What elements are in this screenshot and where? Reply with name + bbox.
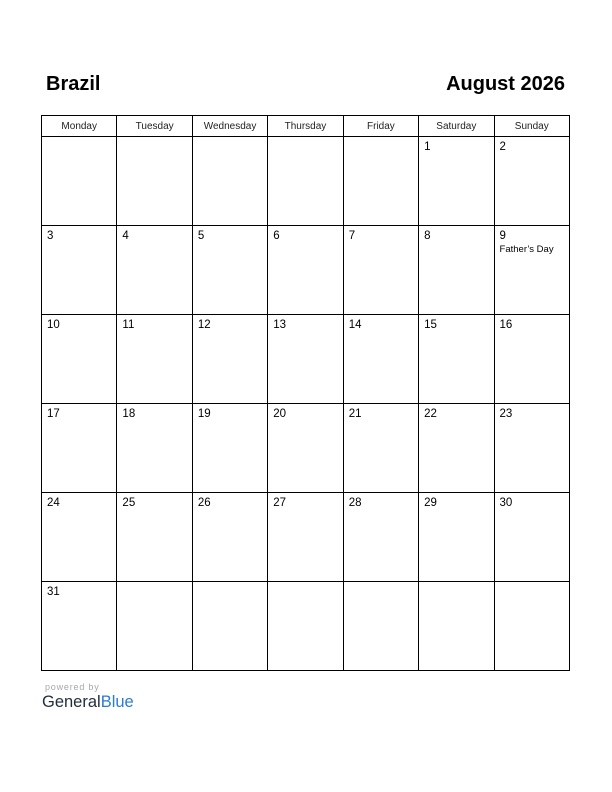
day-number: 15 — [424, 319, 437, 331]
day-number: 6 — [273, 230, 280, 242]
weekday-header: Tuesday — [117, 116, 192, 137]
logo-text-general: General — [42, 693, 101, 711]
day-cell — [268, 582, 343, 671]
day-cell — [117, 226, 192, 315]
weekday-header-row — [42, 116, 570, 137]
holiday-label — [193, 141, 267, 142]
holiday-label — [268, 421, 342, 422]
day-cell — [419, 493, 494, 582]
holiday-label — [193, 510, 267, 511]
holiday-label — [193, 332, 267, 333]
logo-text-blue: Blue — [100, 693, 134, 711]
day-cell — [117, 404, 192, 493]
week-row — [42, 582, 570, 671]
week-row — [42, 137, 570, 226]
day-cell — [42, 404, 117, 493]
day-cell — [117, 137, 192, 226]
holiday-label — [419, 586, 493, 587]
weekday-header: Saturday — [419, 116, 494, 137]
day-cell — [192, 315, 267, 404]
day-cell — [494, 404, 569, 493]
holiday-label — [268, 586, 342, 587]
holiday-label — [495, 510, 569, 511]
day-cell — [494, 315, 569, 404]
day-cell — [494, 226, 569, 315]
weekday-header: Friday — [343, 116, 418, 137]
day-number: 28 — [348, 497, 362, 509]
day-number: 5 — [197, 230, 205, 242]
week-row — [42, 493, 570, 582]
day-cell — [192, 582, 267, 671]
day-cell — [343, 315, 418, 404]
holiday-label — [268, 141, 342, 142]
day-cell — [117, 315, 192, 404]
day-cell — [268, 137, 343, 226]
holiday-label — [419, 421, 493, 422]
holiday-label — [344, 243, 418, 244]
day-number: 12 — [197, 319, 211, 331]
day-cell — [268, 493, 343, 582]
day-cell — [343, 404, 418, 493]
day-number: 4 — [122, 230, 129, 242]
day-cell — [42, 137, 117, 226]
day-number: 10 — [47, 319, 60, 331]
day-number: 31 — [47, 586, 60, 598]
day-cell — [494, 493, 569, 582]
holiday-label — [344, 141, 418, 142]
holiday-label — [495, 154, 569, 155]
day-number: 25 — [122, 497, 136, 509]
day-cell — [192, 226, 267, 315]
day-number: 24 — [47, 497, 60, 509]
day-number: 13 — [273, 319, 287, 331]
day-cell — [192, 404, 267, 493]
day-number: 19 — [197, 408, 211, 420]
day-number: 14 — [348, 319, 362, 331]
calendar-grid — [41, 115, 570, 671]
holiday-label — [344, 510, 418, 511]
day-cell — [117, 582, 192, 671]
holiday-label — [419, 243, 493, 244]
day-cell — [494, 137, 569, 226]
day-number: 23 — [499, 408, 513, 420]
holiday-label — [344, 586, 418, 587]
day-cell — [419, 315, 494, 404]
month-title: August 2026 — [446, 73, 565, 95]
day-number: 17 — [47, 408, 60, 420]
day-number: 22 — [424, 408, 437, 420]
holiday-label: Father’s Day — [499, 244, 554, 255]
weekday-header: Sunday — [494, 116, 569, 137]
holiday-label — [117, 421, 191, 422]
day-cell — [419, 226, 494, 315]
holiday-label — [268, 510, 342, 511]
weekday-header: Wednesday — [192, 116, 267, 137]
holiday-label — [419, 510, 493, 511]
holiday-label — [344, 332, 418, 333]
week-row — [42, 226, 570, 315]
holiday-label — [268, 243, 342, 244]
holiday-label — [42, 599, 116, 600]
day-cell — [494, 582, 569, 671]
day-cell — [192, 493, 267, 582]
holiday-label — [117, 243, 191, 244]
day-cell — [42, 493, 117, 582]
holiday-label — [268, 332, 342, 333]
holiday-label — [495, 332, 569, 333]
day-number: 27 — [273, 497, 287, 509]
holiday-label — [344, 421, 418, 422]
day-cell — [343, 137, 418, 226]
holiday-label — [117, 510, 191, 511]
day-number: 3 — [47, 230, 54, 242]
holiday-label — [193, 243, 267, 244]
day-cell — [42, 226, 117, 315]
weekday-header: Monday — [42, 116, 117, 137]
day-cell — [42, 582, 117, 671]
day-number: 16 — [499, 319, 513, 331]
holiday-label — [193, 421, 267, 422]
day-number: 20 — [273, 408, 287, 420]
day-cell — [42, 315, 117, 404]
holiday-label — [419, 332, 493, 333]
holiday-label — [42, 421, 116, 422]
holiday-label — [495, 586, 569, 587]
holiday-label — [42, 510, 116, 511]
week-row — [42, 404, 570, 493]
day-number: 2 — [499, 141, 506, 153]
day-number: 7 — [348, 230, 356, 242]
holiday-label — [42, 243, 116, 244]
country-title: Brazil — [46, 73, 101, 95]
holiday-label — [117, 141, 191, 142]
holiday-label — [193, 586, 267, 587]
holiday-label — [42, 141, 116, 142]
day-number: 29 — [424, 497, 437, 509]
day-cell — [419, 404, 494, 493]
day-cell — [343, 493, 418, 582]
holiday-label — [117, 332, 191, 333]
day-cell — [192, 137, 267, 226]
day-cell — [268, 315, 343, 404]
day-cell — [419, 582, 494, 671]
weekday-header: Thursday — [268, 116, 343, 137]
holiday-label — [419, 154, 493, 155]
generalblue-logo[interactable] — [42, 693, 134, 712]
powered-by-text: powered by — [45, 682, 100, 692]
day-cell — [268, 226, 343, 315]
day-cell — [268, 404, 343, 493]
day-cell — [117, 493, 192, 582]
week-row — [42, 315, 570, 404]
day-number: 26 — [197, 497, 211, 509]
day-cell — [343, 226, 418, 315]
day-number: 11 — [122, 319, 135, 331]
holiday-label — [495, 421, 569, 422]
holiday-label — [117, 586, 191, 587]
day-number: 30 — [499, 497, 513, 509]
day-number: 1 — [424, 141, 431, 153]
day-number: 18 — [122, 408, 136, 420]
day-number: 21 — [348, 408, 362, 420]
day-cell — [343, 582, 418, 671]
day-number: 9 — [499, 230, 506, 242]
day-number: 8 — [424, 230, 431, 242]
day-cell — [419, 137, 494, 226]
holiday-label — [42, 332, 116, 333]
